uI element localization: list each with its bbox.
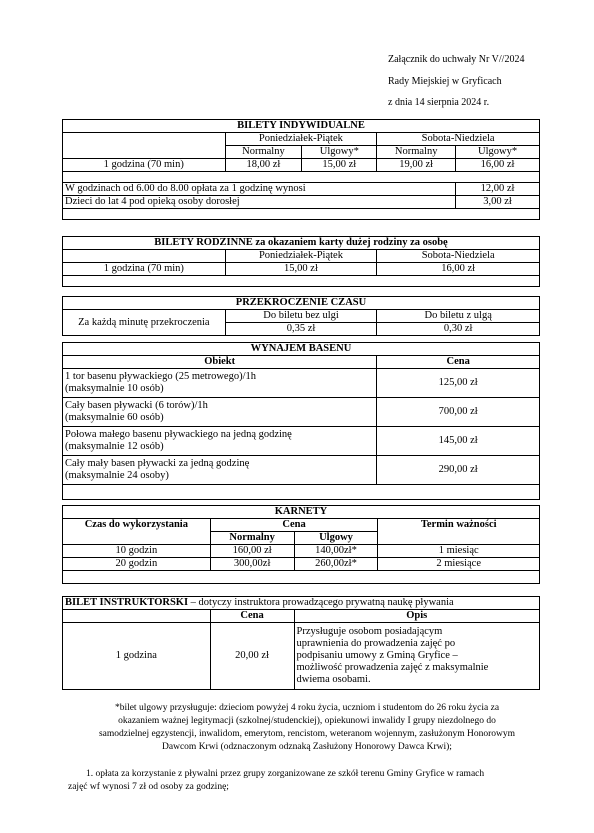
family-weekend-header: Sobota-Niedziela — [377, 250, 540, 263]
normal-header: Normalny — [377, 146, 456, 159]
desc-line: możliwość prowadzenia zajęć z maksymalnie — [296, 662, 489, 673]
instructor-description — [294, 623, 540, 690]
spacer-row — [63, 276, 540, 287]
council-line: Rady Miejskiej w Gryficach — [388, 76, 502, 87]
early-hours-text: W godzinach od 6.00 do 8.00 opłata za 1 godzinę wynosi — [63, 183, 456, 196]
normal-header: Normalny — [225, 146, 302, 159]
passes-reduced-header: Ulgowy — [294, 532, 378, 545]
instructor-title — [63, 597, 540, 610]
rental-price-cell: 125,00 zł — [377, 369, 540, 398]
rental-object-cell — [63, 369, 377, 398]
point-line: zajęć wf wynosi 7 zł od osoby za godzinę; — [68, 782, 229, 792]
table-row — [63, 398, 540, 427]
instructor-price: 20,00 zł — [210, 623, 294, 690]
rental-object-cell — [63, 427, 377, 456]
rental-object-name: Cały mały basen pływacki za jedną godzinę — [65, 458, 250, 469]
passes-normal-header: Normalny — [210, 532, 294, 545]
pass-normal-price: 160,00 zł — [210, 545, 294, 558]
individual-title: BILETY INDYWIDUALNE — [63, 120, 540, 133]
overtime-table — [62, 296, 540, 336]
early-hours-price: 12,00 zł — [456, 183, 540, 196]
rental-price-cell: 290,00 zł — [377, 456, 540, 485]
desc-line: Przysługuje osobom posiadającym — [296, 626, 443, 637]
instructor-table — [62, 596, 540, 690]
individual-weekend-header: Sobota-Niedziela — [377, 133, 540, 146]
resolution-line-1: Załącznik do uchwały Nr V//2024 — [388, 54, 525, 65]
passes-col-time: Czas do wykorzystania — [63, 519, 211, 545]
rental-object-capacity: (maksymalnie 12 osób) — [65, 441, 164, 452]
footnote-line: Dawcom Krwi (odznaczonym odznaką Zasłużony Honorowy Dawca Krwi); — [162, 742, 452, 752]
rental-price-cell: 145,00 zł — [377, 427, 540, 456]
footnote-line: okazaniem ważnej legitymacji (szkolnej/studenckiej), opiekunowi inwalidy I grupy niezdolnego do — [118, 716, 496, 726]
instructor-row-label: 1 godzina — [63, 623, 211, 690]
pool-rental-table — [62, 342, 540, 500]
family-weekday-header: Poniedziałek-Piątek — [225, 250, 377, 263]
footnote-line: samodzielnej egzystencji, inwalidom, emerytom, rencistom, weteranom wojennym, zasłużonym Honorowym — [98, 729, 516, 739]
rental-object-name: Połowa małego basenu pływackiego na jedną godzinę — [65, 429, 292, 440]
price-cell: 19,00 zł — [377, 159, 456, 172]
passes-title: KARNETY — [63, 506, 540, 519]
reduced-header: Ulgowy* — [456, 146, 540, 159]
price-cell: 16,00 zł — [456, 159, 540, 172]
kids-price: 3,00 zł — [456, 196, 540, 209]
pass-validity: 1 miesiąc — [378, 545, 540, 558]
footnote-line: *bilet ulgowy przysługuje: dzieciom powyżej 4 roku życia, uczniom i studentom do 26 roku życia za — [114, 703, 500, 713]
reduced-header: Ulgowy* — [302, 146, 377, 159]
instructor-col-price: Cena — [210, 610, 294, 623]
pass-time: 20 godzin — [63, 558, 211, 571]
family-weekend-price: 16,00 zł — [377, 263, 540, 276]
family-row-label: 1 godzina (70 min) — [63, 263, 226, 276]
rental-object-name: Cały basen pływacki (6 torów)/1h — [65, 400, 208, 411]
spacer-row — [63, 172, 540, 183]
overtime-title: PRZEKROCZENIE CZASU — [63, 297, 540, 310]
rental-object-capacity: (maksymalnie 10 osób) — [65, 383, 164, 394]
instructor-title-bold: BILET INSTRUKTORSKI — [65, 597, 189, 608]
spacer-row — [63, 209, 540, 220]
overtime-col1: Do biletu bez ulgi — [225, 310, 377, 323]
kids-text: Dzieci do lat 4 pod opieką osoby dorosłej — [63, 196, 456, 209]
table-row — [63, 558, 540, 571]
rental-col-object: Obiekt — [63, 356, 377, 369]
spacer-row — [63, 485, 540, 500]
rental-price-cell: 700,00 zł — [377, 398, 540, 427]
pass-validity: 2 miesiące — [378, 558, 540, 571]
overtime-col2: Do biletu z ulgą — [377, 310, 540, 323]
date-line: z dnia 14 sierpnia 2024 r. — [388, 97, 490, 108]
rental-object-capacity: (maksymalnie 24 osoby) — [65, 470, 169, 481]
instructor-title-rest: – dotyczy instruktora prowadzącego prywatną naukę pływania — [188, 597, 454, 608]
desc-line: uprawnienia do prowadzenia zajęć po — [296, 638, 456, 649]
rental-title: WYNAJEM BASENU — [63, 343, 540, 356]
school-groups-point — [68, 768, 546, 794]
pass-reduced-price: 140,00zł* — [294, 545, 378, 558]
pass-reduced-price: 260,00zł* — [294, 558, 378, 571]
family-tickets-table — [62, 236, 540, 287]
empty-cell — [63, 133, 226, 159]
individual-weekday-header: Poniedziałek-Piątek — [225, 133, 377, 146]
reduced-ticket-footnote — [68, 702, 546, 754]
individual-row-label: 1 godzina (70 min) — [63, 159, 226, 172]
point-line: 1. opłata za korzystanie z pływalni przez grupy zorganizowane ze szkół terenu Gminy Gryfice w ramach — [86, 769, 485, 779]
overtime-label: Za każdą minutę przekroczenia — [63, 310, 226, 336]
table-row — [63, 456, 540, 485]
desc-line: dwiema osobami. — [296, 674, 371, 685]
family-title: BILETY RODZINNE za okazaniem karty dużej rodziny za osobę — [63, 237, 540, 250]
rental-object-name: 1 tor basenu pływackiego (25 metrowego)/1h — [65, 371, 256, 382]
empty-cell — [63, 250, 226, 263]
overtime-price1: 0,35 zł — [225, 323, 377, 336]
overtime-price2: 0,30 zł — [377, 323, 540, 336]
instructor-col-desc: Opis — [294, 610, 540, 623]
pass-normal-price: 300,00zł — [210, 558, 294, 571]
rental-object-cell — [63, 398, 377, 427]
spacer-row — [63, 571, 540, 584]
table-row — [63, 545, 540, 558]
pass-time: 10 godzin — [63, 545, 211, 558]
table-row — [63, 427, 540, 456]
rental-col-price: Cena — [377, 356, 540, 369]
family-weekday-price: 15,00 zł — [225, 263, 377, 276]
price-cell: 15,00 zł — [302, 159, 377, 172]
empty-cell — [63, 610, 211, 623]
desc-line: podpisaniu umowy z Gminą Gryfice – — [296, 650, 458, 661]
passes-table — [62, 505, 540, 584]
table-row — [63, 369, 540, 398]
individual-tickets-table — [62, 119, 540, 220]
rental-object-cell — [63, 456, 377, 485]
passes-col-validity: Termin ważności — [378, 519, 540, 545]
rental-object-capacity: (maksymalnie 60 osób) — [65, 412, 164, 423]
price-cell: 18,00 zł — [225, 159, 302, 172]
passes-col-price: Cena — [210, 519, 378, 532]
